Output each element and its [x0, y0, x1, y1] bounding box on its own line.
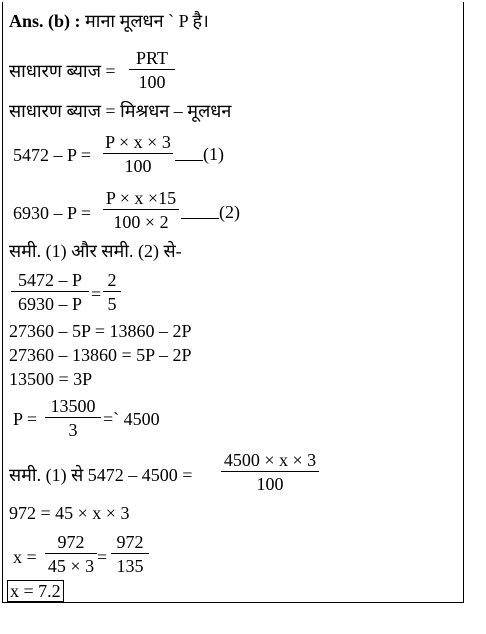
x-calc-left-numerator: 972: [45, 532, 97, 554]
si-definition: साधारण ब्याज = मिश्रधन – मूलधन: [9, 101, 232, 121]
step-line: 27360 – 13860 = 5P – 2P: [9, 345, 192, 365]
p-calc-lhs: P =: [13, 409, 37, 429]
x-eq-denominator: 100: [256, 474, 284, 494]
ratio-right-denominator: 5: [107, 294, 117, 314]
ratio-right-numerator: 2: [103, 270, 121, 292]
x-calc-right-numerator: 972: [111, 532, 149, 554]
intro-text: माना मूलधन ` P है।: [85, 11, 209, 31]
ratio-left-numerator: 5472 – P: [11, 270, 89, 292]
ratio-left-denominator: 6930 – P: [17, 294, 82, 314]
eq2-tag: (2): [219, 202, 240, 222]
p-calc-result: =` 4500: [103, 409, 160, 429]
eq2-tag-row: [181, 202, 240, 223]
eq1-numerator: P × x × 3: [103, 132, 173, 154]
x-eq-lhs: समी. (1) से 5472 – 4500 =: [9, 465, 193, 485]
p-calc-denominator: 3: [68, 420, 78, 440]
p-calc-numerator: 13500: [45, 396, 101, 418]
eq1-denominator: 100: [124, 156, 152, 176]
eq1-tag: (1): [203, 144, 224, 164]
eq1-blank: [175, 148, 203, 161]
ratio-left-fraction: [11, 270, 89, 314]
step-972: 972 = 45 × x × 3: [9, 503, 130, 523]
x-calc-left-fraction: [45, 532, 97, 576]
x-calc-left-denominator: 45 × 3: [47, 556, 95, 576]
x-eq-numerator: 4500 × x × 3: [221, 450, 319, 472]
final-answer: x = 7.2: [7, 580, 64, 602]
step-line: 13500 = 3P: [9, 369, 93, 389]
eq2-denominator: 100 × 2: [113, 212, 169, 232]
formula-numerator: PRT: [129, 48, 175, 70]
answer-line: [9, 10, 209, 32]
x-calc-right-fraction: [111, 532, 149, 576]
eq2-fraction: [103, 188, 179, 232]
eq2-lhs: 6930 – P =: [13, 203, 91, 223]
formula-lhs: साधारण ब्याज =: [9, 61, 116, 81]
x-calc-lhs: x =: [13, 547, 37, 567]
eq1-lhs: 5472 – P =: [13, 145, 91, 165]
ratio-right-fraction: [103, 270, 121, 314]
solution-box: [2, 2, 464, 603]
eq1-fraction: [103, 132, 173, 176]
eq2-numerator: P × x ×15: [103, 188, 179, 210]
eq2-blank: [181, 206, 219, 219]
from-text: समी. (1) और समी. (2) से-: [9, 241, 182, 261]
x-calc-equals: =: [97, 547, 108, 567]
formula-denominator: 100: [138, 72, 166, 92]
p-calc-fraction: [45, 396, 101, 440]
x-eq-fraction: [221, 450, 319, 494]
step-line: 27360 – 5P = 13860 – 2P: [9, 321, 192, 341]
answer-label: Ans. (b) :: [9, 11, 81, 31]
ratio-equals: =: [91, 284, 102, 304]
formula-fraction: [129, 48, 175, 92]
eq1-tag-row: [175, 144, 224, 165]
x-calc-right-denominator: 135: [116, 556, 144, 576]
